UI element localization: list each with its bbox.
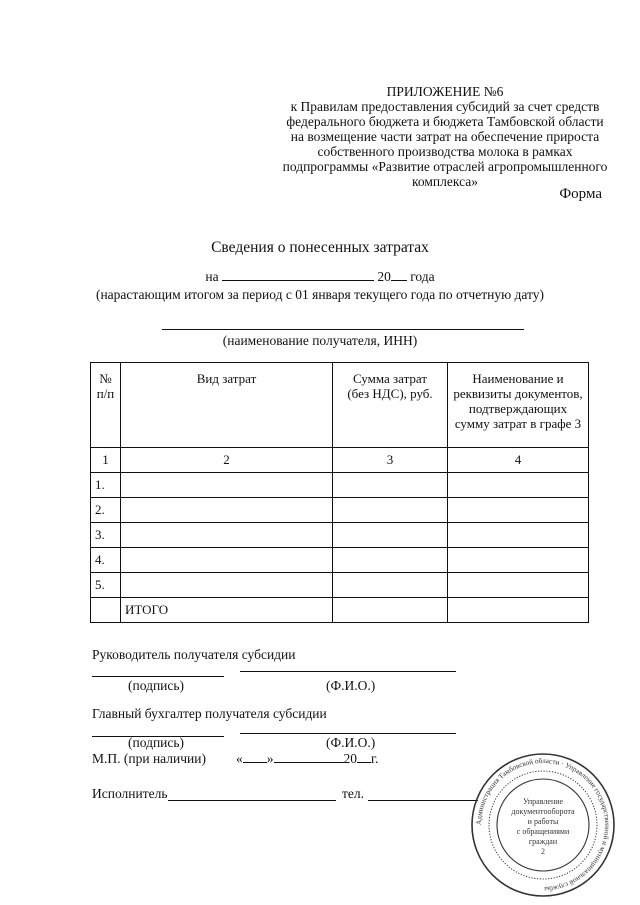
table-row — [91, 523, 589, 548]
column-number-3: 3 — [333, 448, 448, 473]
stamp-inner-line-1: Управление — [522, 797, 564, 806]
head-signature-field[interactable] — [92, 676, 224, 677]
head-signature-caption: (подпись) — [128, 678, 185, 693]
row-index: 4. — [91, 548, 121, 573]
stamp-inner-line-3: и работы — [527, 817, 559, 826]
row-index: 3. — [91, 523, 121, 548]
header-documents-line-2: реквизиты документов, — [453, 386, 583, 401]
executor-label: Исполнитель — [92, 786, 168, 801]
stamp-inner-line-4: с обращениями — [516, 827, 570, 836]
header-number-line-2: п/п — [96, 386, 115, 401]
period-year-suffix: года — [410, 269, 435, 284]
column-number-4: 4 — [448, 448, 589, 473]
table-row — [91, 548, 589, 573]
header-number — [91, 363, 121, 448]
expenses-table — [90, 362, 589, 623]
accountant-name-caption: (Ф.И.О.) — [326, 735, 376, 750]
column-number-1: 1 — [91, 448, 121, 473]
row-expense-cell[interactable] — [121, 498, 333, 523]
column-number-2: 2 — [121, 448, 333, 473]
date-field — [236, 751, 378, 767]
row-index: 1. — [91, 473, 121, 498]
stamp-inner-line-5: граждан — [528, 837, 558, 846]
header-amount — [333, 363, 448, 448]
header-documents — [448, 363, 589, 448]
date-year-field[interactable] — [357, 751, 371, 763]
accountant-signature-caption: (подпись) — [128, 735, 185, 750]
accountant-label: Главный бухгалтер получателя субсидии — [92, 706, 327, 721]
stamp-place-label: М.П. (при наличии) — [92, 751, 206, 766]
header-documents-line-4: сумму затрат в графе 3 — [454, 416, 582, 431]
appendix-line-4: собственного производства молока в рамках — [317, 144, 573, 159]
appendix-line-6: комплекса» — [412, 174, 478, 189]
period-prefix: на — [205, 269, 219, 284]
period-line — [0, 268, 640, 285]
total-amount-cell[interactable] — [333, 598, 448, 623]
date-day-field[interactable] — [243, 751, 267, 763]
period-year-field[interactable] — [391, 268, 407, 281]
header-expense-type-text: Вид затрат — [196, 371, 257, 386]
row-documents-cell[interactable] — [448, 523, 589, 548]
header-documents-line-3: подтверждающих — [468, 401, 568, 416]
phone-field[interactable] — [368, 800, 478, 801]
row-index: 5. — [91, 573, 121, 598]
stamp-inner-line-2: документооборота — [511, 807, 575, 816]
row-documents-cell[interactable] — [448, 498, 589, 523]
appendix-line-5: подпрограммы «Развитие отраслей агропромышленного — [282, 159, 608, 174]
executor-field[interactable] — [168, 800, 336, 801]
form-label: Форма — [559, 186, 602, 202]
table-total-row — [91, 598, 589, 623]
official-stamp — [470, 752, 616, 898]
row-documents-cell[interactable] — [448, 573, 589, 598]
table-row — [91, 473, 589, 498]
row-documents-cell[interactable] — [448, 473, 589, 498]
page-title: Сведения о понесенных затратах — [211, 239, 429, 256]
head-name-field[interactable] — [240, 671, 456, 672]
appendix-header — [280, 84, 610, 189]
header-amount-line-1: Сумма затрат — [352, 371, 428, 386]
row-amount-cell[interactable] — [333, 573, 448, 598]
appendix-line-2: федерального бюджета и бюджета Тамбовской области — [286, 114, 604, 129]
row-amount-cell[interactable] — [333, 548, 448, 573]
date-year-prefix: 20 — [343, 751, 357, 766]
total-index-cell — [91, 598, 121, 623]
row-amount-cell[interactable] — [333, 473, 448, 498]
date-open-quote: « — [236, 751, 243, 766]
appendix-line-1: к Правилам предоставления субсидий за счет средств — [290, 99, 600, 114]
stamp-inner-line-6: 2 — [541, 847, 545, 856]
table-row — [91, 573, 589, 598]
stamp-outer-text: Администрация Тамбовской области · Управление государственной и муниципальной службы — [474, 756, 612, 894]
date-close-quote: » — [266, 751, 274, 766]
row-expense-cell[interactable] — [121, 523, 333, 548]
header-expense-type — [121, 363, 333, 448]
appendix-line-3: на возмещение части затрат на обеспечение прироста — [290, 129, 600, 144]
total-documents-cell[interactable] — [448, 598, 589, 623]
date-suffix: г. — [371, 751, 379, 766]
phone-label: тел. — [342, 786, 365, 801]
head-label: Руководитель получателя субсидии — [92, 647, 296, 662]
recipient-field[interactable] — [162, 329, 524, 330]
row-expense-cell[interactable] — [121, 548, 333, 573]
period-year-prefix: 20 — [377, 269, 391, 284]
row-amount-cell[interactable] — [333, 523, 448, 548]
head-name-caption: (Ф.И.О.) — [326, 678, 376, 693]
date-month-field[interactable] — [274, 751, 344, 763]
row-amount-cell[interactable] — [333, 498, 448, 523]
header-documents-line-1: Наименование и — [472, 371, 564, 386]
row-index: 2. — [91, 498, 121, 523]
recipient-label: (наименование получателя, ИНН) — [222, 333, 418, 348]
row-documents-cell[interactable] — [448, 548, 589, 573]
period-note: (нарастающим итогом за период с 01 января текущего года по отчетную дату) — [95, 287, 545, 302]
period-date-field[interactable] — [222, 268, 374, 281]
column-number-row — [91, 448, 589, 473]
table-row — [91, 498, 589, 523]
appendix-title: ПРИЛОЖЕНИЕ №6 — [386, 84, 504, 99]
header-amount-line-2: (без НДС), руб. — [347, 386, 433, 401]
total-label: ИТОГО — [121, 598, 333, 623]
row-expense-cell[interactable] — [121, 473, 333, 498]
row-expense-cell[interactable] — [121, 573, 333, 598]
table-header-row — [91, 363, 589, 448]
header-number-line-1: № — [99, 371, 112, 386]
accountant-name-field[interactable] — [240, 733, 456, 734]
